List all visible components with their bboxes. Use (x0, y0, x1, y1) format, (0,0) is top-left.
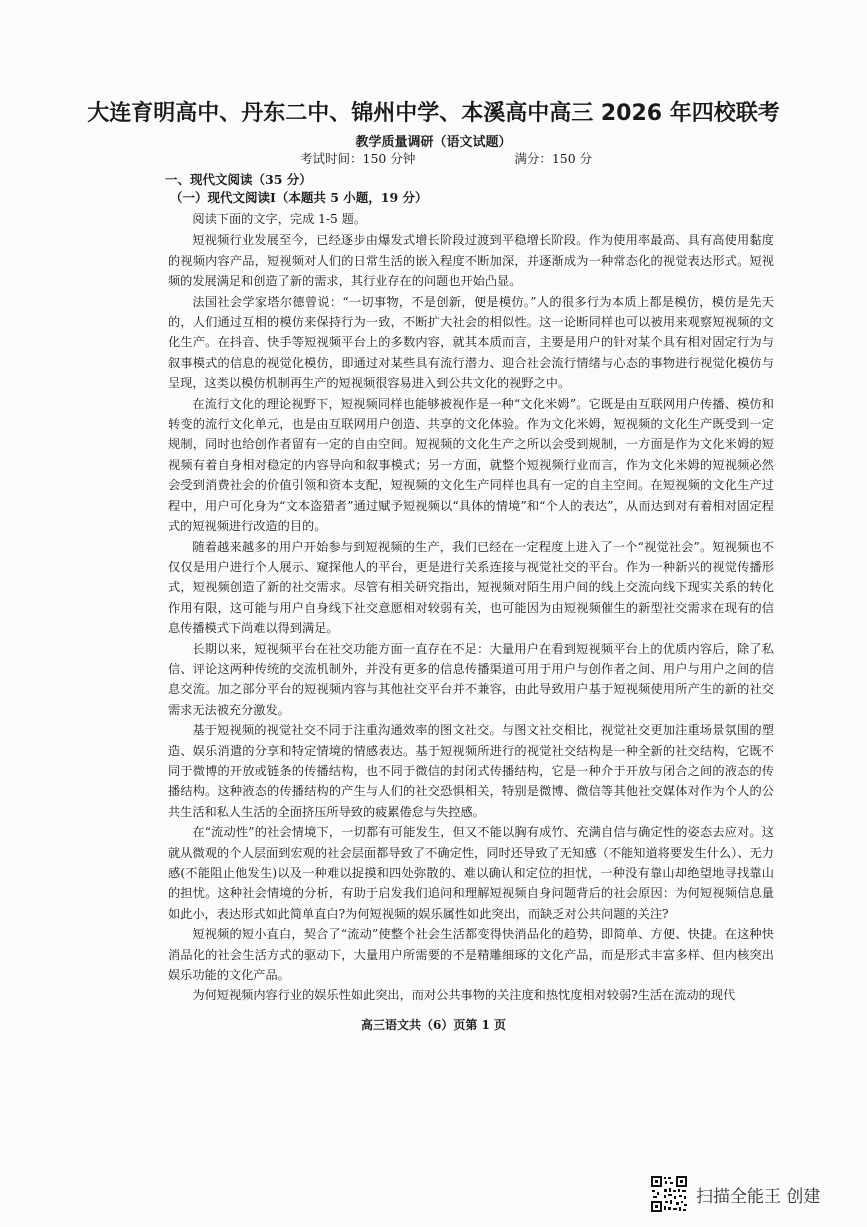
instruction-text: 阅读下面的文字，完成 1-5 题。 (192, 212, 367, 226)
exam-subtitle: 教学质量调研（语文试题） (355, 135, 512, 150)
qr-code-icon (650, 1175, 688, 1213)
passage-paragraph: 法国社会学家塔尔德曾说：“一切事物，不是创新，便是模仿。”人的很多行为本质上都是模仿，模仿是先天的，人们通过互相的模仿来保持行为一致，不断扩大社会的相似性。这一论断同样也可以被用来观察短视频的文化生产。在抖音、快手等短视频平台上的多数内容，就其本质而言，主要是用户的针对某个具有相对固定行为与叙事模式的信息的视觉化模仿，即通过对某些具有流行潜力、迎合社会流行情绪与心态的事物进行视觉化模仿与呈现，这类以模仿机制再生产的短视频很容易进入到公共文化的视野之中。 (168, 294, 774, 391)
passage-paragraph: 在“流动性”的社会情境下，一切都有可能发生，但又不能以胸有成竹、充满自信与确定性的姿态去应对。这就从微观的个人层面到宏观的社会层面都导致了不确定性，同时还导致了无知感（不能知道将要发生什么）、无力感(不能阻止他发生)以及一种难以捉摸和四处弥散的、难以确认和定位的担忧，一种没有靠山却绝望地寻找靠山的担忧。这种社会情境的分析，有助于启发我们追问和理解短视频自身问题背后的社会原因：为何短视频信息量如此小，表达形式如此简单直白?为何短视频的娱乐属性如此突出，而缺乏对公共问题的关注? (168, 825, 774, 921)
exam-score: 满分：150 分 (514, 151, 593, 166)
subsection-heading: （一）现代文阅读Ⅰ（本题共 5 小题，19 分） (170, 190, 428, 205)
reading-passage (168, 209, 774, 1006)
passage-paragraph: 短视频的短小直白，契合了“流动”使整个社会生活都变得快消品化的趋势，即简单、方便、快捷。在这种快消品化的社会生活方式的驱动下，大量用户所需要的不是精雕细琢的文化产品，而是形式丰富多样、但内核突出娱乐功能的文化产品。 (168, 927, 774, 983)
passage-paragraph: 长期以来，短视频平台在社交功能方面一直存在不足：大量用户在看到短视频平台上的优质内容后，除了私信、评论这两种传统的交流机制外，并没有更多的信息传播渠道可用于用户与创作者之间、用户与用户之间的信息交流。加之部分平台的短视频内容与其他社交平台并不兼容，由此导致用户基于短视频使用所产生的新的社交需求无法被充分激发。 (168, 641, 774, 717)
exam-info (300, 149, 592, 167)
exam-title: 大连育明高中、丹东二中、锦州中学、本溪高中高三 2026 年四校联考 (87, 101, 780, 126)
scanner-watermark (650, 1175, 820, 1213)
section-heading: 一、现代文阅读（35 分） (165, 172, 312, 187)
passage-paragraph: 随着越来越多的用户开始参与到短视频的生产，我们已经在一定程度上进入了一个“视觉社会”。短视频也不仅仅是用户进行个人展示、窥探他人的平台，更是进行关系连接与视觉社交的平台。作为一种新兴的视觉传播形式，短视频创造了新的社交需求。尽管有相关研究指出，短视频对陌生用户间的线上交流向线下现实关系的转化作用有限，这可能与用户自身线下社交意愿相对较弱有关，也可能因为由短视频催生的新型社交需求在现有的信息传播模式下尚难以得到满足。 (168, 539, 774, 636)
watermark-text: 扫描全能王 创建 (696, 1186, 821, 1207)
passage-paragraph: 基于短视频的视觉社交不同于注重沟通效率的图文社交。与图文社交相比，视觉社交更加注重场景氛围的塑造、娱乐消遣的分享和特定情境的情感表达。基于短视频所进行的视觉社交结构是一种全新的社交结构，它既不同于微博的开放或链条的传播结构，也不同于微信的封闭式传播结构，它是一种介于开放与闭合之间的液态的传播结构。这种液态的传播结构的产生与人们的社交恐惧相关，特别是微博、微信等其他社交媒体对作为个人的公共生活和私人生活的全面挤压所导致的疲累倦怠与失控感。 (168, 723, 774, 819)
exam-time: 考试时间：150 分钟 (300, 151, 416, 166)
passage-paragraph: 短视频行业发展至今，已经逐步由爆发式增长阶段过渡到平稳增长阶段。作为使用率最高、具有高使用黏度的视频内容产品，短视频对人们的日常生活的嵌入程度不断加深，并逐渐成为一种常态化的视觉表达形式。短视频的发展满足和创造了新的需求，其行业存在的问题也开始凸显。 (168, 233, 774, 289)
passage-paragraph: 为何短视频内容行业的娱乐性如此突出，而对公共事物的关注度和热忱度相对较弱?生活在流动的现代 (192, 988, 736, 1003)
page-footer: 高三语文共（6）页第 1 页 (360, 1018, 507, 1032)
passage-paragraph: 在流行文化的理论视野下，短视频同样也能够被视作是一种“文化米姆”。它既是由互联网用户传播、模仿和转变的流行文化单元，也是由互联网用户创造、共享的文化体验。作为文化米姆，短视频的文化生产既受到一定规制，同时也给创作者留有一定的自由空间。短视频的文化生产之所以会受到规制，一方面是作为文化米姆的短视频有着自身相对稳定的内容导向和叙事模式；另一方面，就整个短视频行业而言，作为文化米姆的短视频必然会受到消费社会的价值引领和资本支配，短视频的文化生产同样也具有一定的自主空间。在短视频的文化生产过程中，用户可化身为“文本盗猎者”通过赋予短视频以“具体的情境”和“个人的表达”，从而达到对有着相对固定程式的短视频进行改造的目的。 (168, 396, 774, 534)
